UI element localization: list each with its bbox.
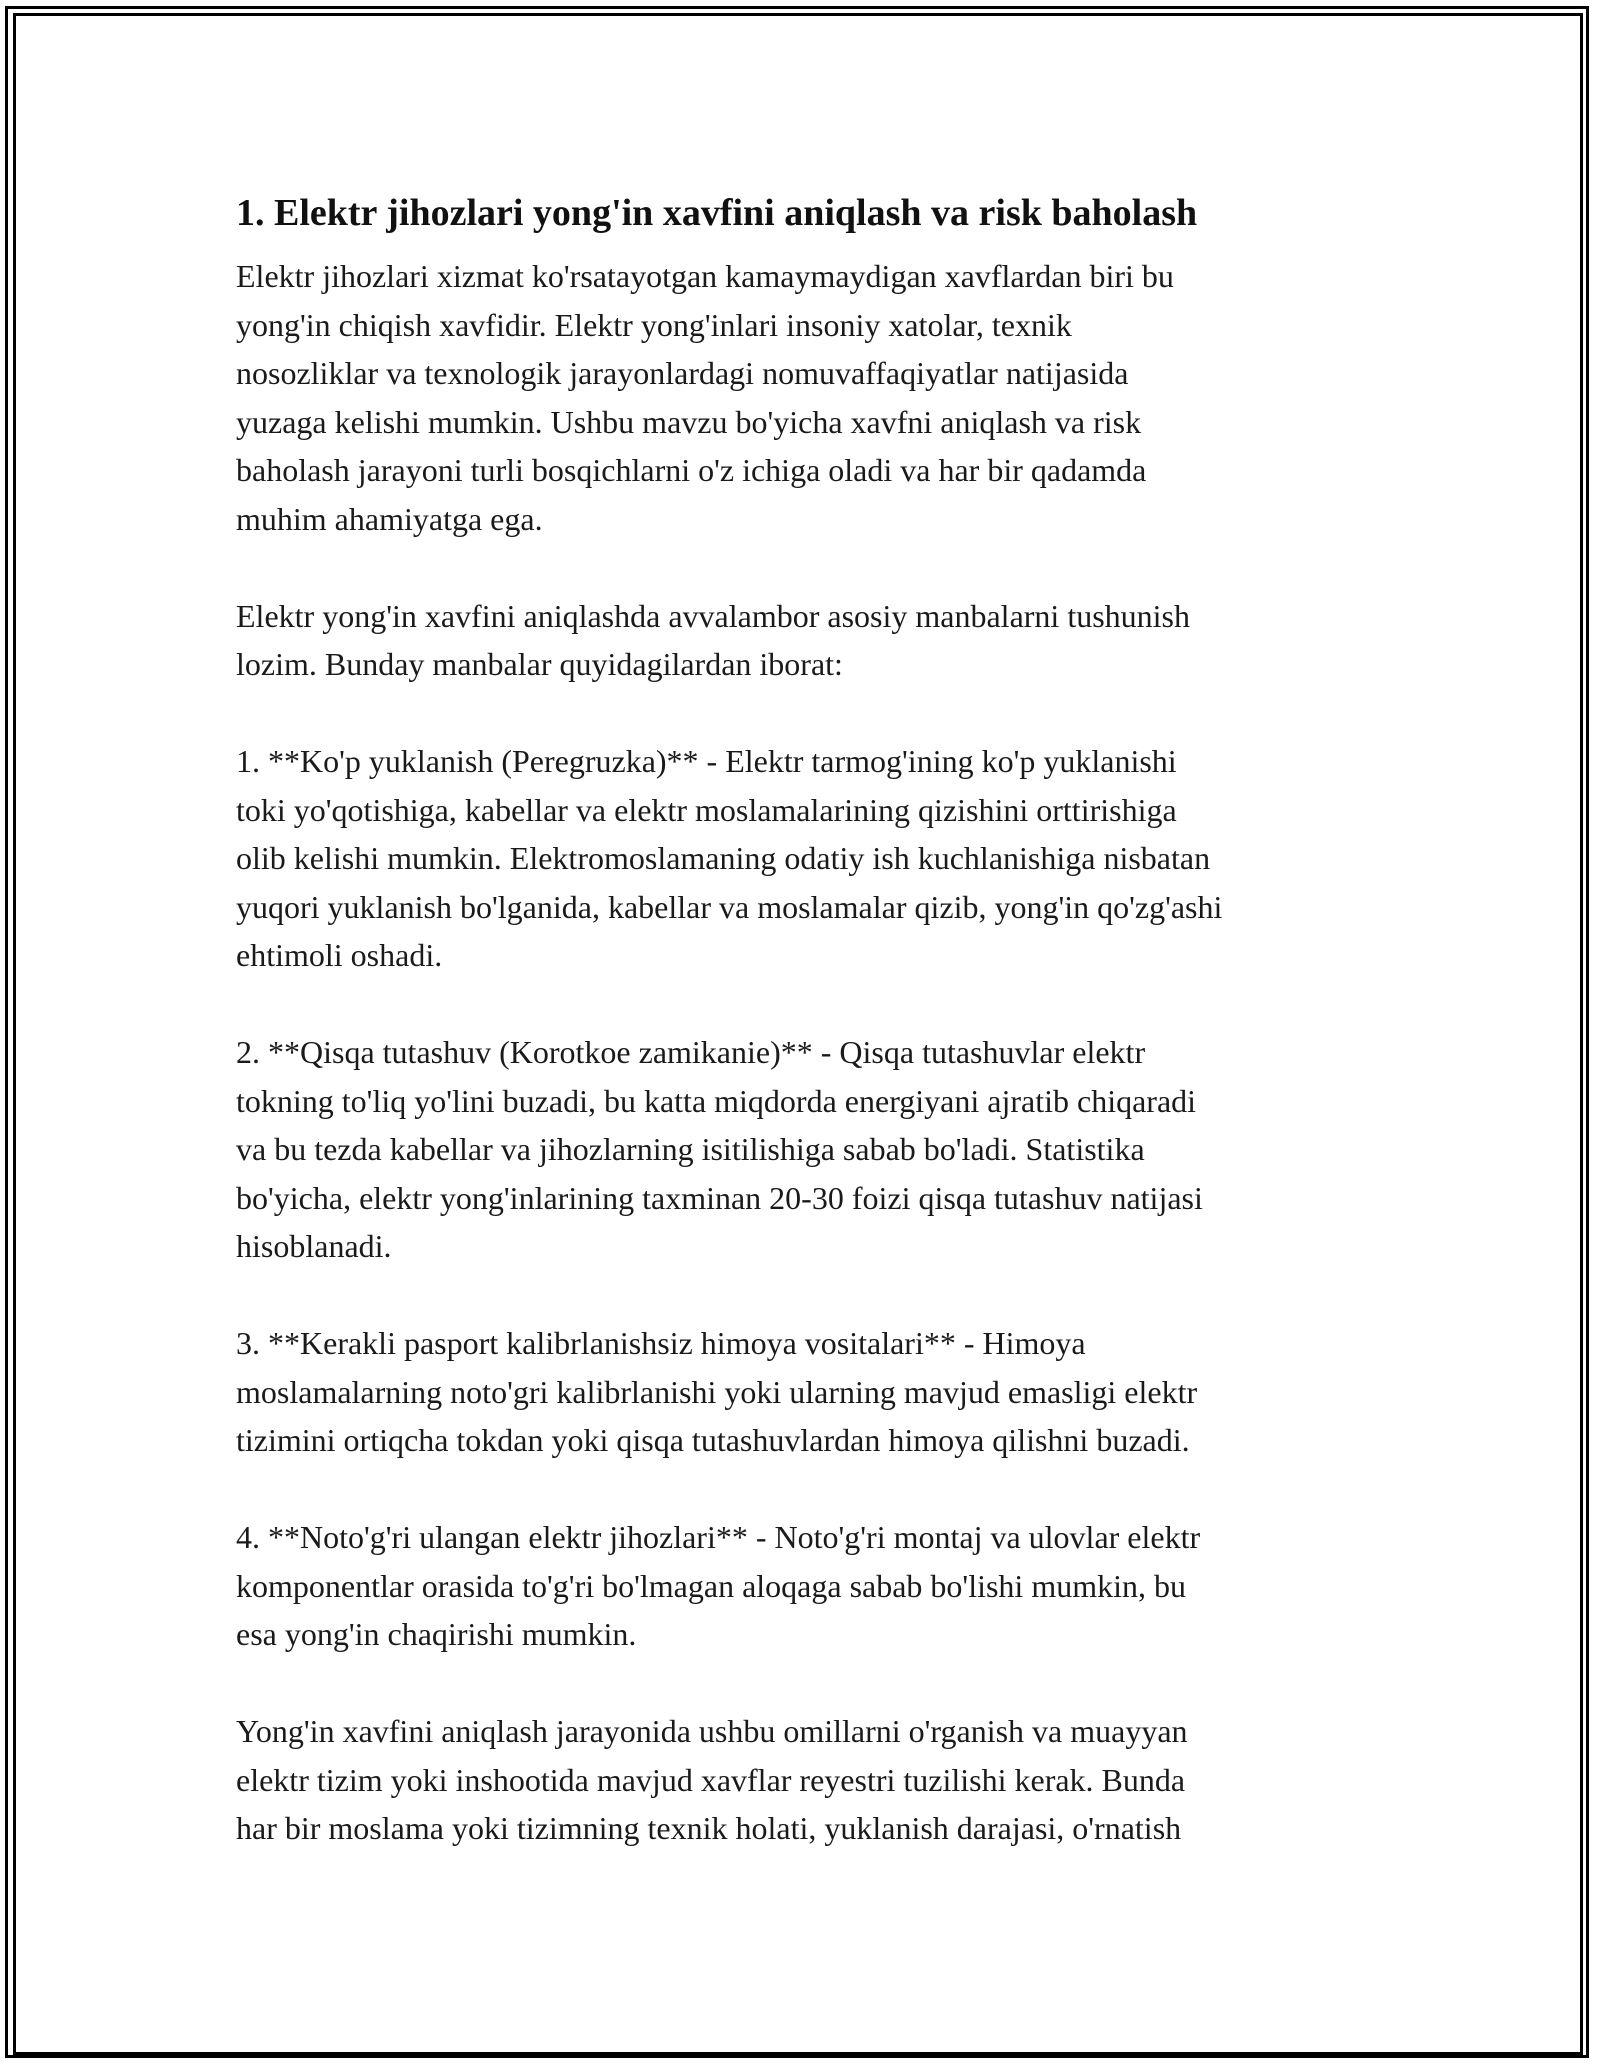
list-item-overload: 1. **Ko'p yuklanish (Peregruzka)** - Elektr tarmog'ining ko'p yuklanishi toki yo'qotishiga, kabellar va elektr moslamalarining qizishini orttirishiga olib kelishi mumkin. Elektromoslamaning odatiy ish kuchlanishiga nisbatan yuqori yuklanish bo'lganida, kabellar va moslamalar qizib, yong'in qo'zg'ashi ehtimoli oshadi. [236,743,1223,973]
paragraph-intro: Elektr jihozlari xizmat ko'rsatayotgan kamaymaydigan xavflardan biri bu yong'in chiqish xavfidir. Elektr yong'inlari insoniy xatolar, texnik nosozliklar va texnologik jarayonlardagi nomuvaffaqiyatlar natijasida yuzaga kelishi mumkin. Ushbu mavzu bo'yicha xavfni aniqlash va risk baholash jarayoni turli bosqichlarni o'z ichiga oladi va har bir qadamda muhim ahamiyatga ega. [236,258,1174,537]
paragraph-conclusion: Yong'in xavfini aniqlash jarayonida ushbu omillarni o'rganish va muayyan elektr tizim yoki inshootida mavjud xavflar reyestri tuzilishi kerak. Bunda har bir moslama yoki tizimning texnik holati, yuklanish darajasi, o'rnatish [236,1713,1188,1846]
section-title: 1. Elektr jihozlari yong'in xavfini aniqlash va risk baholash [236,192,1198,234]
list-item-protection: 3. **Kerakli pasport kalibrlanishsiz himoya vositalari** - Himoya moslamalarning noto'gri kalibrlanishi yoki ularning mavjud emasligi elektr tizimini ortiqcha tokdan yoki qisqa tutashuvlardan himoya qilishni buzadi. [236,1325,1198,1458]
list-item-wiring: 4. **Noto'g'ri ulangan elektr jihozlari** - Noto'g'ri montaj va ulovlar elektr komponentlar orasida to'g'ri bo'lmagan aloqaga sabab bo'lishi mumkin, bu esa yong'in chaqirishi mumkin. [236,1519,1201,1652]
document-page [236,180,1376,1853]
list-item-short-circuit: 2. **Qisqa tutashuv (Korotkoe zamikanie)** - Qisqa tutashuvlar elektr tokning to'liq yo'lini buzadi, bu katta miqdorda energiyani ajratib chiqaradi va bu tezda kabellar va jihozlarning isitilishiga sabab bo'ladi. Statistika bo'yicha, elektr yong'inlarining taxminan 20-30 foizi qisqa tutashuv natijasi hisoblanadi. [236,1034,1203,1264]
document-body [236,252,1376,1853]
paragraph-sources: Elektr yong'in xavfini aniqlashda avvalambor asosiy manbalarni tushunish lozim. Bunday manbalar quyidagilardan iborat: [236,597,1190,682]
